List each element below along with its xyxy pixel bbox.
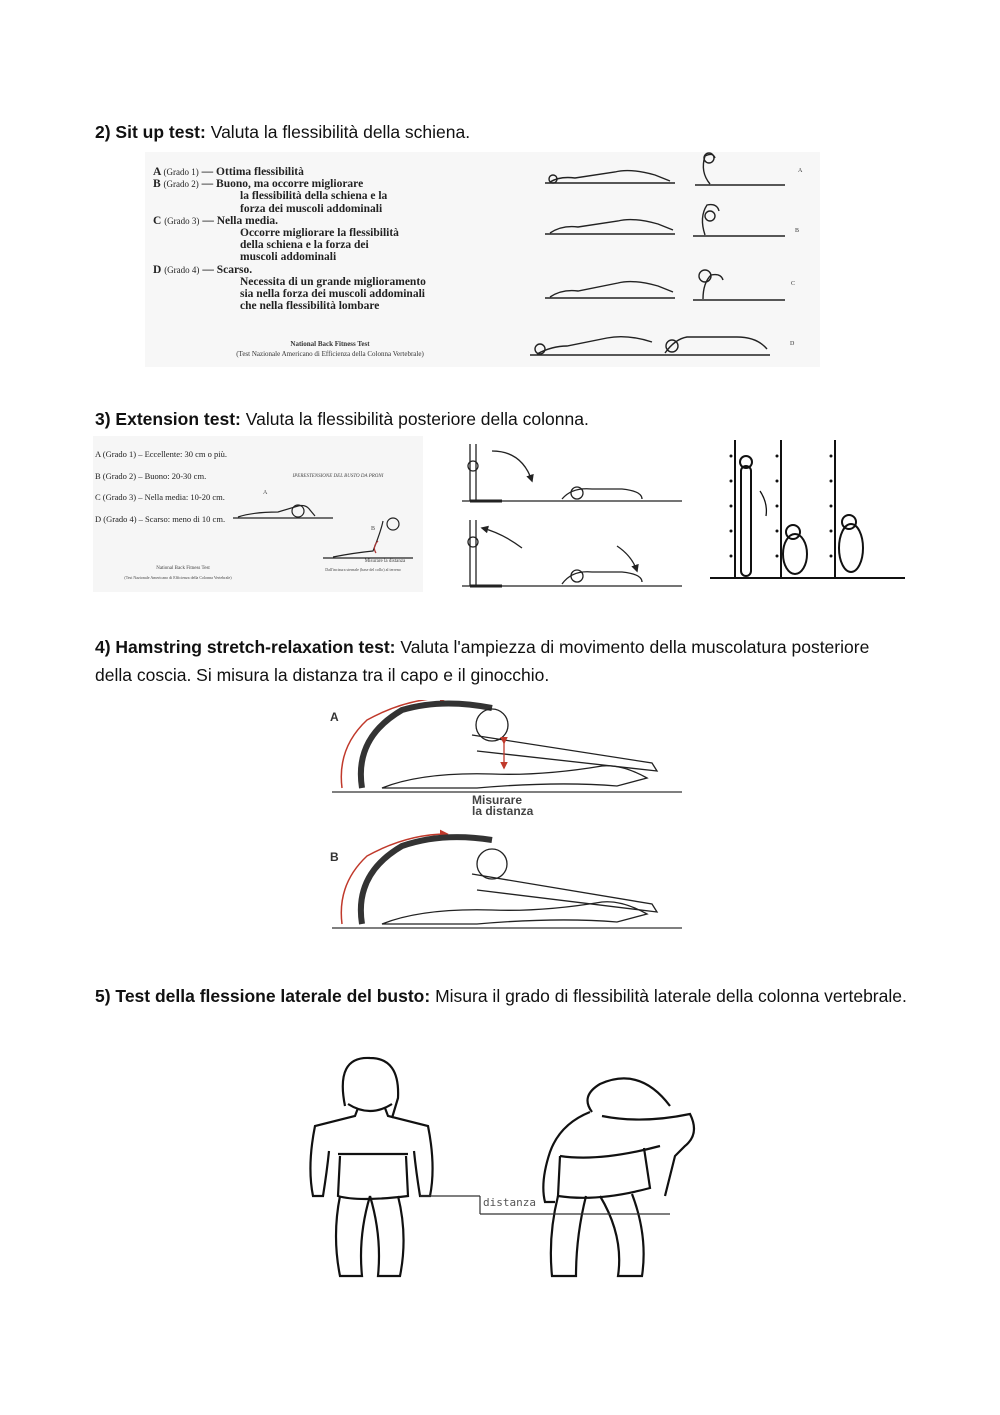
hamstring-figure (322, 700, 687, 940)
extension-label-a: A (263, 490, 268, 496)
section-description: Valuta la flessibilità posteriore della colonna. (240, 409, 589, 429)
legend-line: muscoli addominali (240, 251, 337, 264)
row-label-b: B (795, 228, 800, 234)
extension-measure-title: Misurare la distanza (364, 559, 406, 564)
section-description: Misura il grado di flessibilità laterale della colonna vertebrale. (430, 986, 907, 1006)
section-lateral-flexion-test (95, 982, 910, 1010)
legend-line: D (Grado 4) – Scarso: meno di 10 cm. (95, 513, 226, 524)
legend-line: la flessibilità della schiena e la (240, 190, 388, 203)
legend-line: Occorre migliorare la flessibilità (240, 227, 399, 240)
row-label-a: A (798, 168, 803, 174)
row-label-c: C (791, 281, 796, 287)
sit-up-illustrations (145, 152, 820, 367)
lateral-flexion-figure (290, 1046, 725, 1286)
legend-row-a: A (Grado 1) — Ottima flessibilità (153, 166, 304, 178)
hamstring-label-b: B (330, 850, 339, 864)
section-hamstring-test (95, 633, 910, 689)
extension-wall-figure (705, 436, 910, 592)
hamstring-measure-line2: la distanza (472, 804, 534, 818)
legend-row-c: C (Grado 3) — Nella media. (153, 214, 279, 227)
section-sit-up-test (95, 118, 910, 146)
row-label-d: D (790, 341, 795, 347)
extension-prone-illustrations (93, 436, 423, 592)
extension-stretch-illustrations (432, 436, 697, 592)
section-description: Valuta la flessibilità della schiena. (205, 122, 471, 142)
legend-line: C (Grado 3) – Nella media: 10-20 cm. (95, 492, 225, 502)
extension-stretch-figure (432, 436, 697, 592)
legend-line: della schiena e la forza dei (240, 239, 369, 252)
section-title: 4) Hamstring stretch-relaxation test: (95, 637, 396, 657)
lateral-flexion-illustrations (290, 1046, 725, 1286)
extension-label-b: B (371, 526, 376, 532)
hamstring-label-a: A (330, 710, 339, 724)
distance-label: distanza (483, 1196, 536, 1209)
extension-foot-title: National Back Fitness Test (156, 566, 210, 571)
extension-wall-illustrations (705, 436, 910, 592)
section-extension-test (95, 405, 910, 433)
legend-line: sia nella forza dei muscoli addominali (240, 288, 425, 301)
extension-foot-sub: (Test Nazionale Americano di Efficienza della Colonna Vertebrale) (124, 575, 232, 580)
hamstring-measure-line1: Misurare (472, 793, 523, 807)
sit-up-foot-subtitle: (Test Nazionale Americano di Efficienza della Colonna Vertebrale) (236, 350, 424, 358)
hamstring-illustrations (322, 700, 687, 940)
legend-line: B (Grado 2) – Buono: 20-30 cm. (95, 470, 207, 481)
legend-line: che nella flessibilità lombare (240, 300, 380, 313)
section-title: 5) Test della flessione laterale del busto: (95, 986, 431, 1006)
legend-line: forza dei muscoli addominali (240, 202, 383, 215)
legend-row-b: B (Grado 2) — Buono, ma occorre migliorare (153, 178, 364, 191)
section-description: Valuta l'ampiezza di movimento della muscolatura posteriore della coscia. Si misura la distanza tra il capo e il ginocchio. (95, 637, 870, 685)
legend-line: A (Grado 1) – Eccellente: 30 cm o più. (95, 449, 227, 459)
extension-measure-sub: Dall'incisura sternale (base del collo) al terreno (325, 567, 401, 572)
legend-row-d: D (Grado 4) — Scarso. (153, 263, 253, 276)
extension-legend-figure (93, 436, 423, 592)
extension-caption: IPERESTENSIONE DEL BUSTO DA PRONI (292, 474, 384, 479)
section-title: 2) Sit up test: (95, 122, 206, 142)
sit-up-figure (145, 152, 820, 367)
section-title: 3) Extension test: (95, 409, 241, 429)
sit-up-foot-title: National Back Fitness Test (290, 340, 370, 348)
legend-line: Necessita di un grande miglioramento (240, 275, 426, 288)
